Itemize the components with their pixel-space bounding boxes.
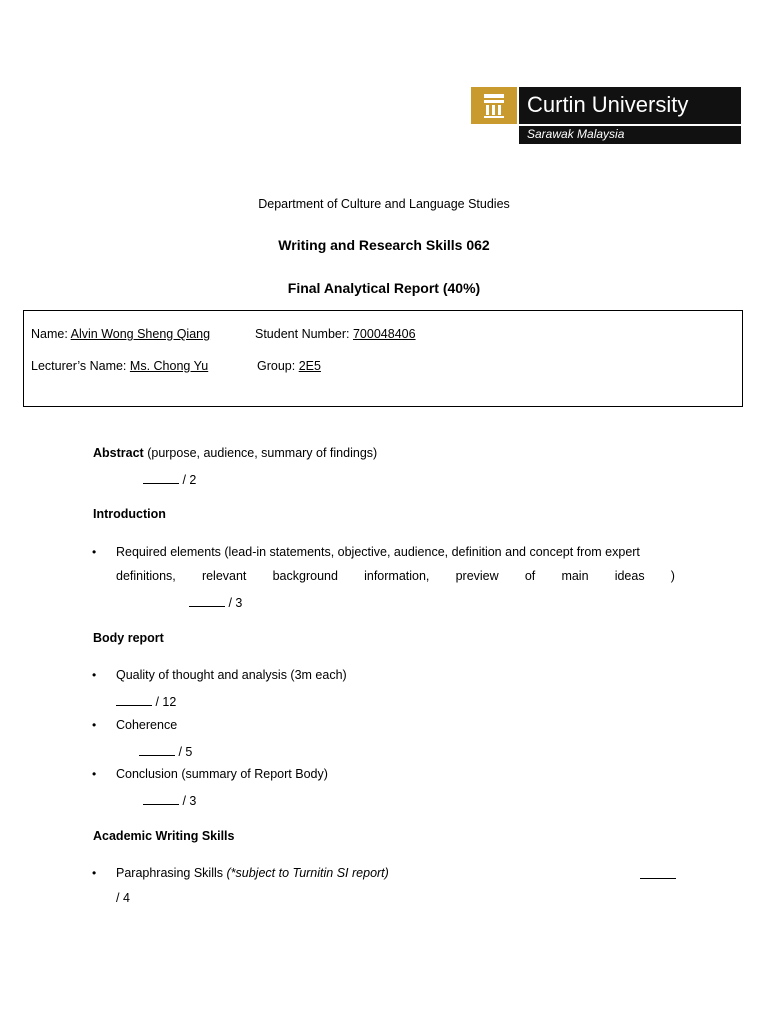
assessment-title: Final Analytical Report (40%) — [287, 280, 481, 296]
student-number-field: Student Number: 700048406 — [255, 327, 416, 341]
score-blank[interactable] — [640, 866, 676, 879]
body-item-conclusion-score: / 3 — [143, 792, 196, 809]
body-item-conclusion: Conclusion (summary of Report Body) — [116, 767, 328, 781]
bullet-icon: • — [92, 767, 97, 781]
department-title: Department of Culture and Language Studies — [258, 197, 510, 211]
lecturer-field: Lecturer’s Name: Ms. Chong Yu — [31, 359, 209, 373]
turnitin-note: (*subject to Turnitin SI report) — [226, 866, 389, 880]
intro-item-line2: definitions, relevant background information, preview of main ideas ) — [116, 569, 675, 583]
body-item-coherence-score: / 5 — [139, 743, 192, 760]
intro-item-line1: Required elements (lead-in statements, objective, audience, definition and concept from expert — [116, 545, 640, 559]
body-item-quality: Quality of thought and analysis (3m each) — [116, 668, 347, 682]
abstract-description: (purpose, audience, summary of findings) — [147, 446, 378, 460]
abstract-heading: Abstract — [93, 446, 144, 460]
bullet-icon: • — [92, 668, 97, 682]
shield-icon — [471, 87, 517, 124]
bullet-icon: • — [92, 545, 97, 559]
body-report-heading: Body report — [93, 631, 164, 645]
score-blank[interactable] — [143, 792, 179, 805]
bullet-icon: • — [92, 718, 97, 732]
body-item-quality-score: / 12 — [116, 693, 176, 710]
intro-score: / 3 — [189, 594, 242, 611]
name-field: Name: Alvin Wong Sheng Qiang — [31, 327, 211, 341]
academic-item-paraphrasing: Paraphrasing Skills (*subject to Turnitin SI report) — [116, 866, 389, 880]
introduction-heading: Introduction — [93, 507, 166, 521]
lecturer-name: Ms. Chong Yu — [129, 359, 209, 373]
campus-name: Sarawak Malaysia — [527, 127, 625, 141]
course-title: Writing and Research Skills 062 — [278, 237, 490, 253]
score-blank[interactable] — [143, 471, 179, 484]
university-logo — [471, 87, 741, 144]
university-name: Curtin University — [527, 92, 689, 117]
body-item-coherence: Coherence — [116, 718, 178, 732]
academic-item-paraphrasing-score: / 4 — [116, 891, 130, 905]
group-value: 2E5 — [298, 359, 321, 373]
paraphrasing-blank-wrap — [640, 866, 676, 883]
student-number: 700048406 — [352, 327, 416, 341]
group-field: Group: 2E5 — [257, 359, 321, 373]
student-name: Alvin Wong Sheng Qiang — [70, 327, 211, 341]
score-blank[interactable] — [189, 594, 225, 607]
score-blank[interactable] — [116, 693, 152, 706]
academic-writing-heading: Academic Writing Skills — [93, 829, 235, 843]
abstract-score: / 2 — [143, 471, 196, 488]
score-blank[interactable] — [139, 743, 175, 756]
bullet-icon: • — [92, 866, 97, 880]
abstract-line — [93, 446, 377, 461]
